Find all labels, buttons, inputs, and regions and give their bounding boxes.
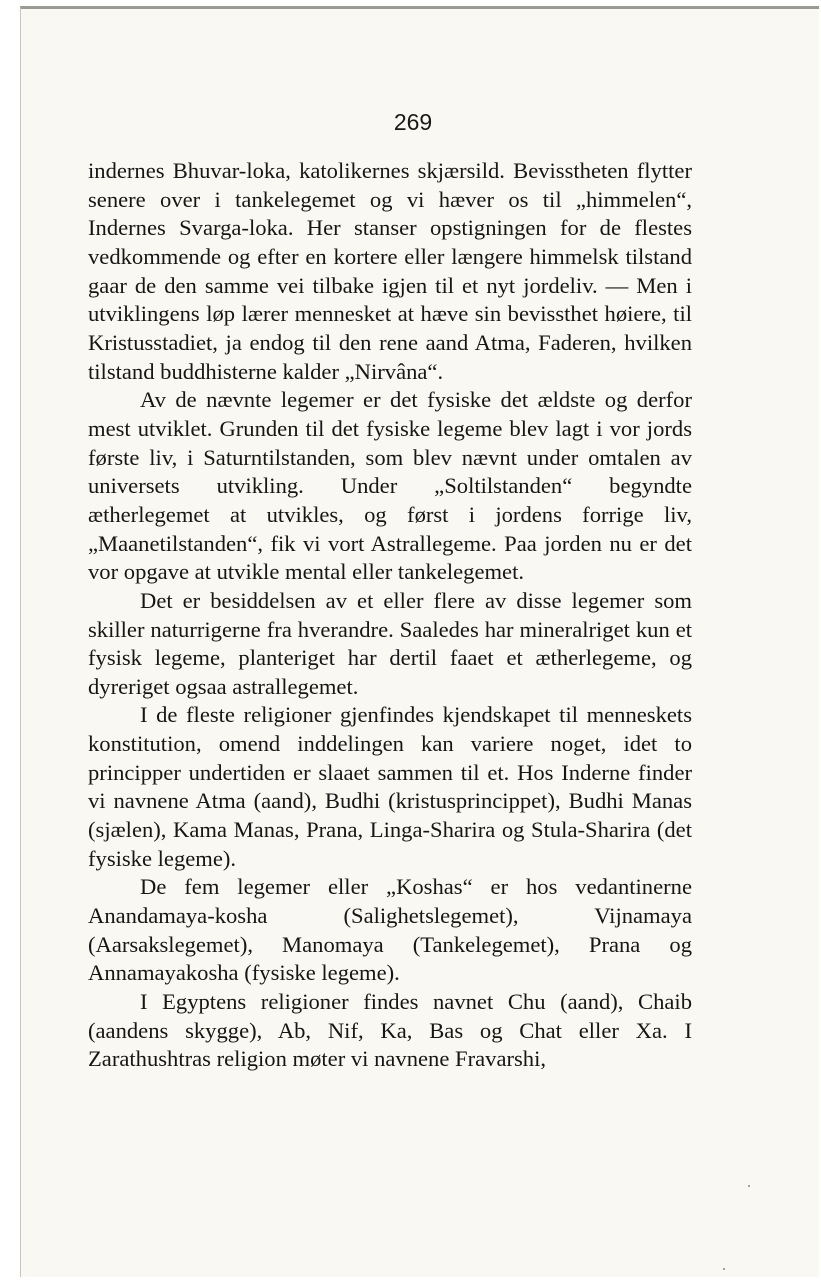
paragraph: Av de nævnte legemer er det fysiske det ældste og derfor mest utviklet. Grunden til det fysiske legeme blev lagt i vor jords første liv, i Saturntilstanden, som blev nævnt under omtalen av universets utvikling. Under „Soltilstanden“ begyndte ætherlegemet at utvikles, og først i jordens forrige liv, „Maanetilstanden“, fik vi vort Astrallegeme. Paa jorden nu er det vor opgave at utvikle mental eller tankelegemet. bbox=[88, 387, 692, 585]
paper-speck bbox=[723, 1268, 725, 1270]
body-text bbox=[88, 157, 692, 1074]
paragraph: indernes Bhuvar-loka, katolikernes skjærsild. Bevisstheten flytter senere over i tankelegemet og vi hæver os til „himmelen“, Indernes Svarga-loka. Her stanser opstigningen for de flestes vedkommende og efter en kortere eller længere himmelsk tilstand gaar de den samme vei tilbake igjen til et nyt jordeliv. — Men i utviklingens løp lærer mennesket at hæve sin bevissthet høiere, til Kristusstadiet, ja endog til den rene aand Atma, Faderen, hvilken tilstand buddhisterne kalder „Nirvâna“. bbox=[88, 158, 692, 384]
paper-speck bbox=[748, 1185, 750, 1187]
book-page bbox=[20, 6, 819, 1277]
paragraph: I Egyptens religioner findes navnet Chu (aand), Chaib (aandens skygge), Ab, Nif, Ka, Bas og Chat eller Xa. I Zarathushtras religion møter vi navnene Fravarshi, bbox=[88, 989, 692, 1072]
scan-margin bbox=[0, 0, 20, 1283]
paragraph: I de fleste religioner gjenfindes kjendskapet til menneskets konstitution, omend inddelingen kan variere noget, idet to principper undertiden er slaaet sammen til et. Hos Inderne finder vi navnene Atma (aand), Budhi (kristusprincippet), Budhi Manas (sjælen), Kama Manas, Prana, Linga-Sharira og Stula-Sharira (det fysiske legeme). bbox=[88, 702, 692, 871]
paragraph: De fem legemer eller „Koshas“ er hos vedantinerne Anandamaya-kosha (Salighetslegemet), Vijnamaya (Aarsakslegemet), Manomaya (Tankelegemet), Prana og Annamayakosha (fysiske legeme). bbox=[88, 874, 692, 986]
page-number: 269 bbox=[393, 109, 433, 135]
paragraph: Det er besiddelsen av et eller flere av disse legemer som skiller naturrigerne fra hverandre. Saaledes har mineralriget kun et fysisk legeme, planteriget har dertil faaet et ætherlegeme, og dyreriget ogsaa astrallegemet. bbox=[88, 587, 692, 699]
